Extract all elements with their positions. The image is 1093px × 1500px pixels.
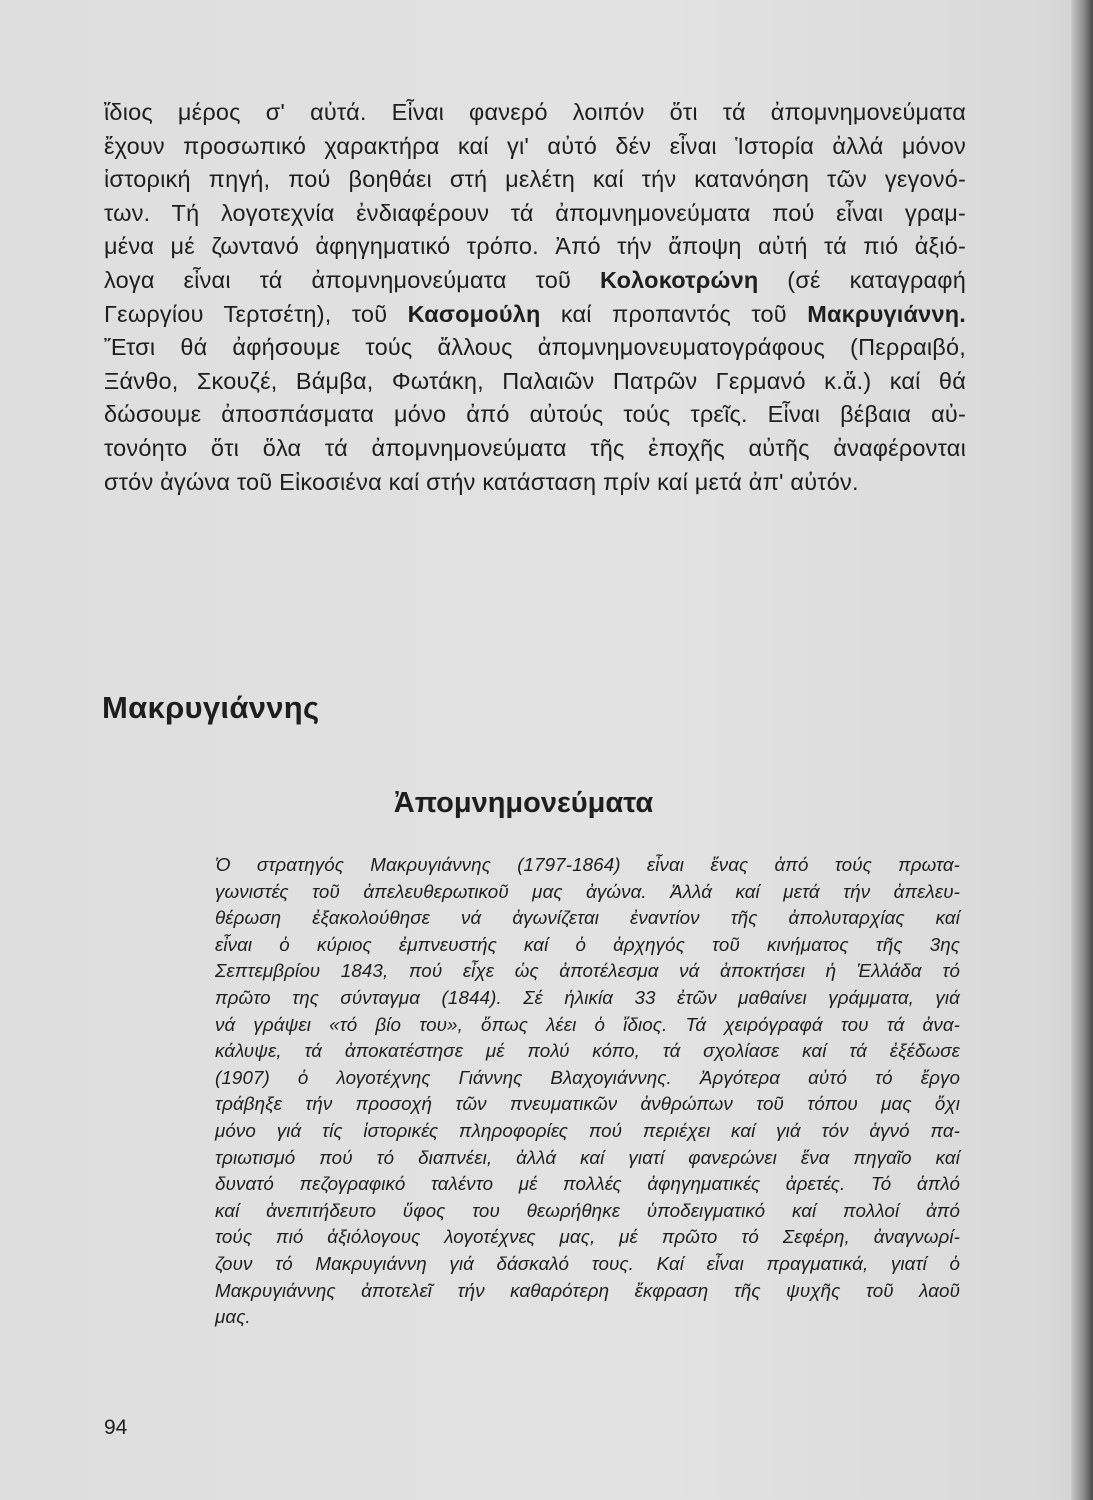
text-span: καί προπαντός τοῦ [540, 300, 808, 327]
text-span: μένα μέ ζωντανό ἀφηγηματικό τρόπο. Ἀπό τήν ἄποψη αὐτή τά πιό ἀξιό- [104, 233, 966, 260]
work-title-row [0, 787, 1093, 820]
bold-name: Κολοκοτρώνη [599, 266, 759, 293]
bio-line: τριωτισμό πού τό διαπνέει, ἀλλά καί γιατί φανερώνει ἕνα πηγαῖο καί [215, 1146, 960, 1168]
text-span: ἱστορική πηγή, πού βοηθάει στή μελέτη καί τήν κατανόηση τῶν γεγονό- [104, 166, 966, 193]
intro-line [104, 96, 966, 130]
bio-line: εἶναι ὁ κύριος ἐμπνευστής καί ὁ ἀρχηγός τοῦ κινήματος τῆς 3ης [215, 933, 960, 955]
bio-line: τούς πιό ἀξιόλογους λογοτέχνες μας, μέ πρῶτο τό Σεφέρη, ἀναγνωρί- [215, 1226, 960, 1248]
intro-line [104, 130, 966, 164]
bio-line: δυνατό πεζογραφικό ταλέντο μέ πολλές ἀφηγηματικές ἀρετές. Τό ἁπλό [215, 1173, 960, 1195]
text-span: (σέ καταγραφή [758, 266, 967, 293]
text-span: Γεωργίου Τερτσέτη), τοῦ [104, 300, 408, 327]
book-spine [1071, 0, 1093, 1500]
bio-line: κάλυψε, τά ἀποκατέστησε μέ πολύ κόπο, τά σχολίασε καί τά ἐξέδωσε [215, 1040, 960, 1062]
bio-line: καί ἀνεπιτήδευτο ὕφος του θεωρήθηκε ὑποδειγματικό καί πολλοί ἀπό [215, 1199, 960, 1221]
text-span: Ἔτσι θά ἀφήσουμε τούς ἄλλους ἀπομνημονευματογράφους (Περραιβό, [104, 334, 966, 361]
text-span: ἔχουν προσωπικό χαρακτήρα καί γι' αὐτό δέν εἶναι Ἱστορία ἀλλά μόνον [104, 132, 966, 159]
text-span: Ξάνθο, Σκουζέ, Βάμβα, Φωτάκη, Παλαιῶν Πατρῶν Γερμανό κ.ἄ.) καί θά [104, 367, 966, 394]
bio-line: νά γράψει «τό βίο του», ὅπως λέει ὁ ἴδιος. Τά χειρόγραφά του τά ἀνα- [215, 1013, 960, 1035]
bio-line: Μακρυγιάννης ἀποτελεῖ τήν καθαρότερη ἔκφραση τῆς ψυχῆς τοῦ λαοῦ [215, 1279, 960, 1301]
bio-line: Σεπτεμβρίου 1843, πού εἶχε ὡς ἀποτέλεσμα νά ἀποκτήσει ἡ Ἑλλάδα τό [215, 960, 960, 982]
bio-line: μας. [215, 1306, 251, 1328]
intro-line [104, 163, 966, 197]
work-title: Ἀπομνημονεύματα [393, 787, 654, 819]
intro-paragraph [104, 96, 966, 499]
section-title: Μακρυγιάννης [102, 690, 320, 725]
bio-line: τράβηξε τήν προσοχή τῶν πνευματικῶν ἀνθρώπων τοῦ τόπου μας ὄχι [215, 1093, 960, 1115]
intro-line [104, 466, 966, 500]
page-number: 94 [104, 1416, 128, 1439]
text-span: λογα εἶναι τά ἀπομνημονεύματα τοῦ [104, 266, 600, 293]
text-span: τονόητο ὅτι ὅλα τά ἀπομνημονεύματα τῆς ἐποχῆς αὐτῆς ἀναφέρονται [104, 434, 966, 461]
bio-line: πρῶτο της σύνταγμα (1844). Σέ ἡλικία 33 ἐτῶν μαθαίνει γράμματα, γιά [215, 986, 960, 1008]
text-span: στόν ἀγώνα τοῦ Εἰκοσιένα καί στήν κατάσταση πρίν καί μετά ἀπ' αὐτόν. [104, 468, 859, 495]
bio-paragraph [215, 852, 960, 1331]
bio-line: ζουν τό Μακρυγιάννη γιά δάσκαλό τους. Καί εἶναι πραγματικά, γιατί ὁ [215, 1252, 960, 1274]
intro-line [104, 197, 966, 231]
bio-line: θέρωση ἐξακολούθησε νά ἀγωνίζεται ἐναντίον τῆς ἀπολυταρχίας καί [215, 907, 960, 929]
intro-line [104, 331, 966, 365]
bio-line: γωνιστές τοῦ ἀπελευθερωτικοῦ μας ἀγώνα. Ἀλλά καί μετά τήν ἀπελευ- [215, 880, 960, 902]
bold-name: Μακρυγιάννη. [807, 300, 966, 327]
intro-line [104, 365, 966, 399]
text-span: δώσουμε ἀποσπάσματα μόνο ἀπό αὐτούς τούς τρεῖς. Εἶναι βέβαια αὐ- [104, 401, 966, 428]
intro-line [104, 432, 966, 466]
bio-line: Ὁ στρατηγός Μακρυγιάννης (1797-1864) εἶναι ἕνας ἀπό τούς πρωτα- [215, 854, 960, 875]
bio-line: μόνο γιά τίς ἱστορικές πληροφορίες πού περιέχει καί γιά τόν ἁγνό πα- [215, 1119, 960, 1141]
bold-name: Κασομούλη [407, 300, 541, 327]
text-span: ἴδιος μέρος σ' αὐτά. Εἶναι φανερό λοιπόν ὅτι τά ἀπομνημονεύματα [104, 99, 966, 125]
intro-line [104, 264, 966, 298]
intro-line [104, 230, 966, 264]
bio-line: (1907) ὁ λογοτέχνης Γιάννης Βλαχογιάννης. Ἀργότερα αὐτό τό ἔργο [215, 1066, 960, 1088]
intro-line [104, 298, 966, 332]
text-span: των. Τή λογοτεχνία ἐνδιαφέρουν τά ἀπομνημονεύματα πού εἶναι γραμ- [104, 199, 966, 226]
intro-line [104, 398, 966, 432]
